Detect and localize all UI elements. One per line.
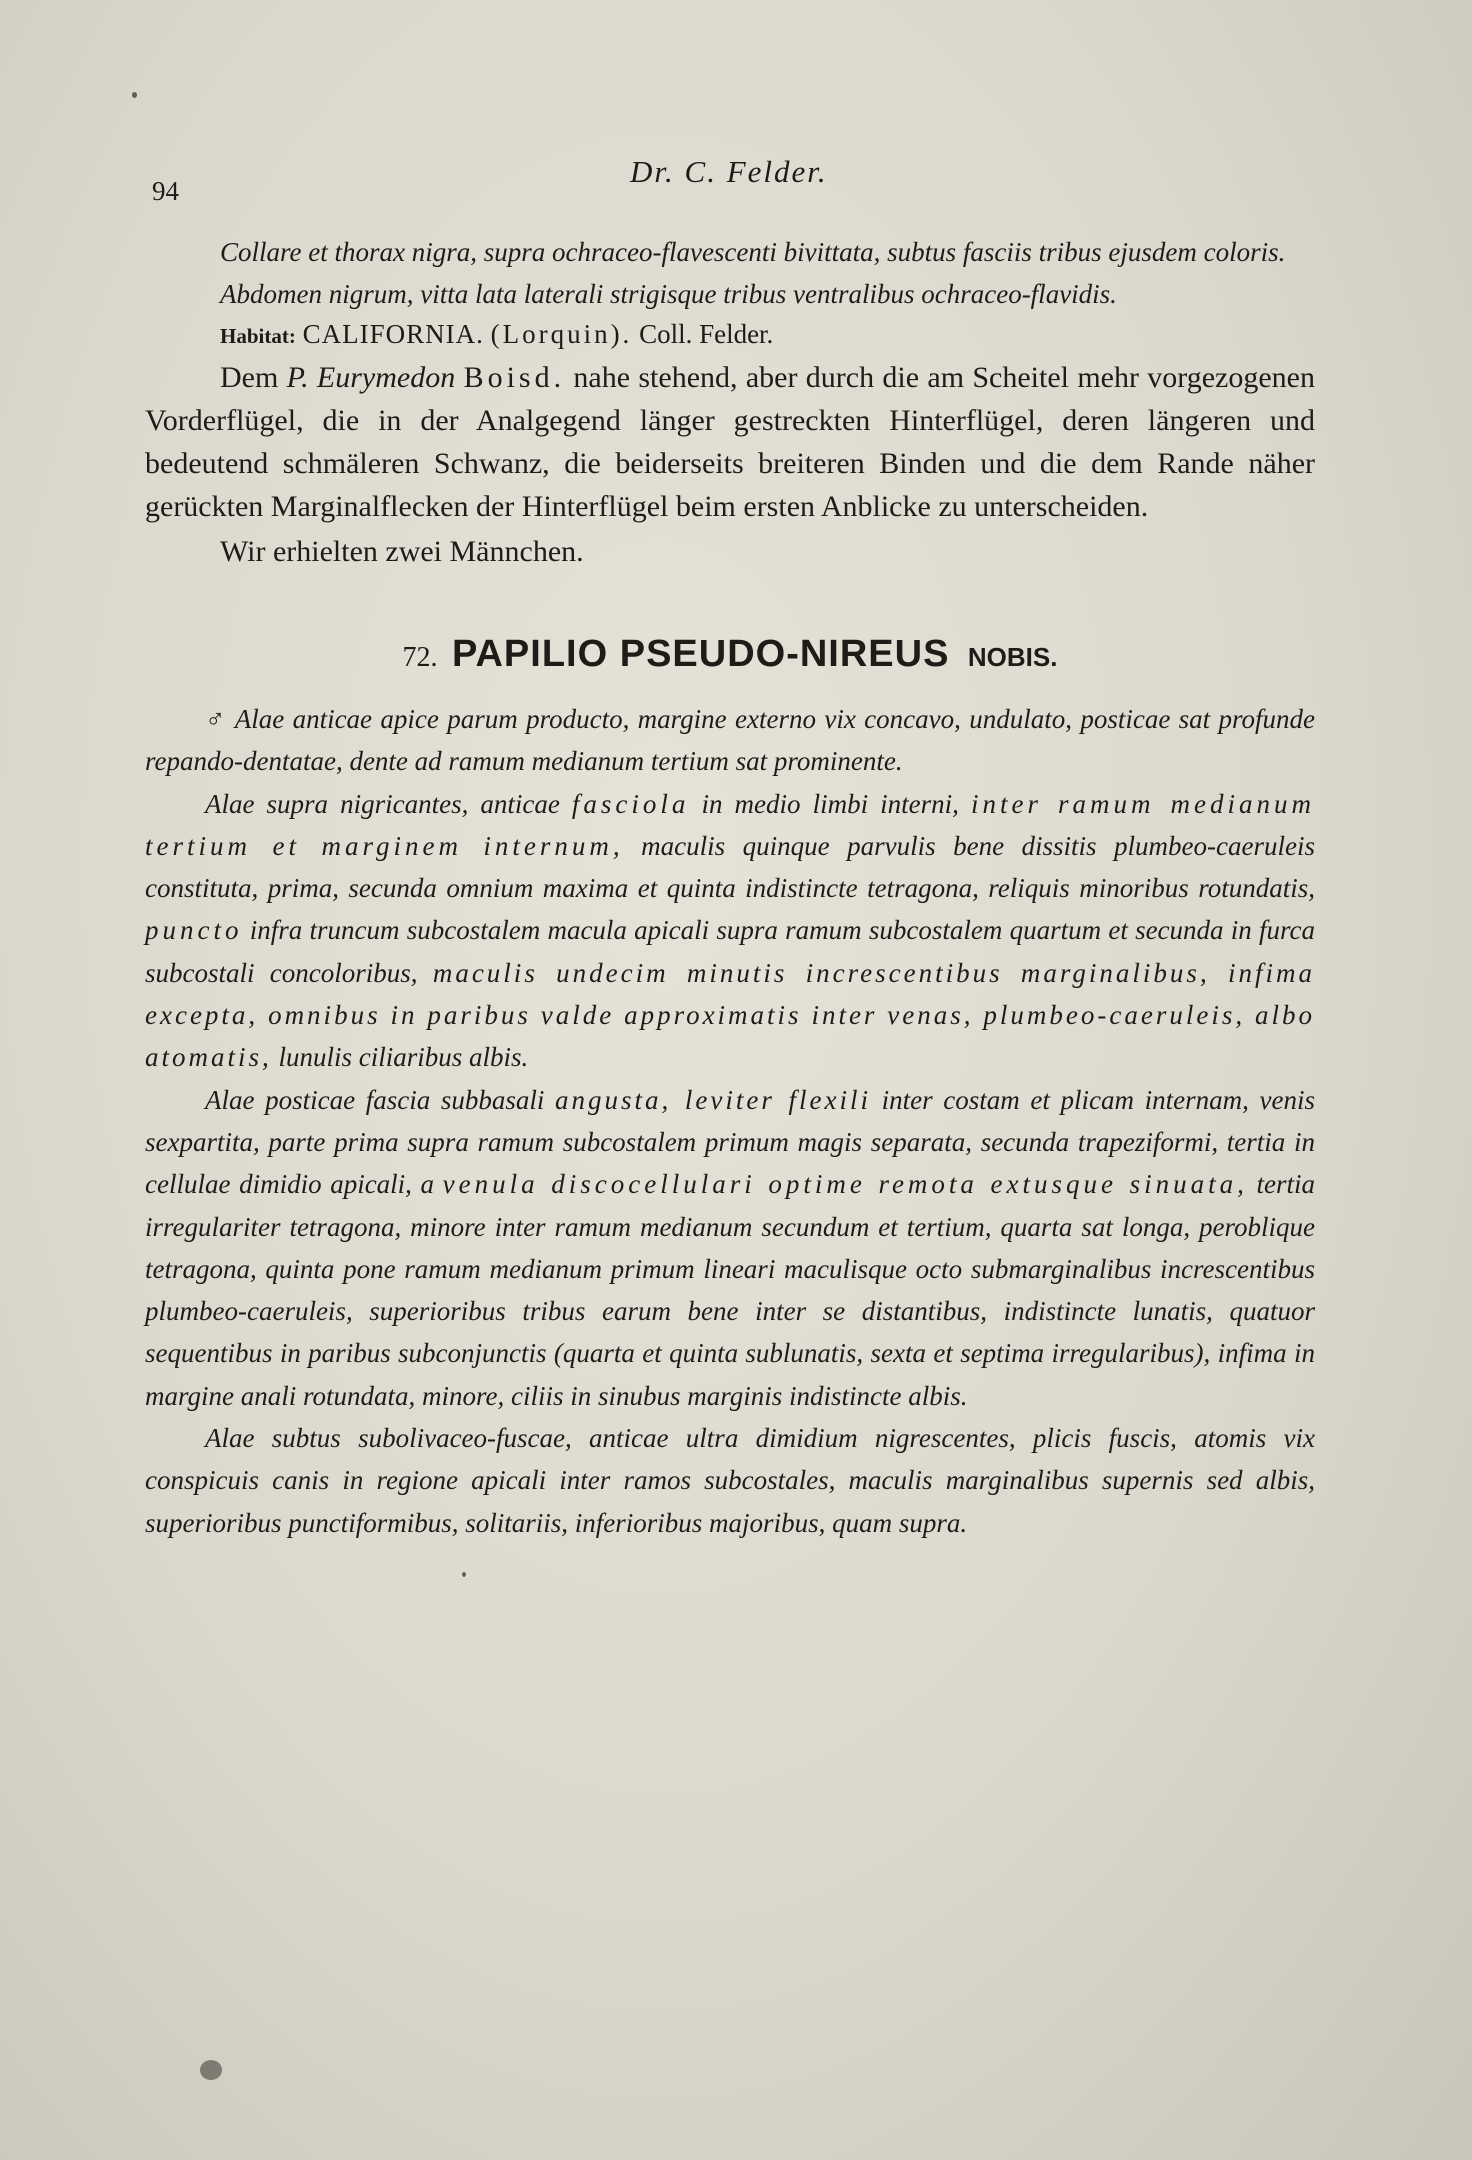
latin-hindwing-b: angusta, leviter flexili [555, 1084, 872, 1115]
habitat-location: CALIFORNIA. [302, 319, 484, 349]
latin-upperside-b: fasciola [571, 788, 690, 819]
species-number: 72. [402, 642, 438, 673]
latin-hindwing-a: Alae posticae fascia subbasali [205, 1084, 545, 1115]
habitat-label: Habitat: [220, 324, 296, 348]
latin-upperside-h: maculis undecim minutis increscentibus marginalibus, infima excepta, omnibus in paribus valde approximatis inter venas, plumbeo-caeruleis, albo atomatis, [145, 957, 1315, 1073]
running-head: Dr. C. Felder. [630, 154, 828, 189]
habitat-collection: Coll. Felder. [639, 319, 774, 349]
species-heading [145, 633, 1315, 676]
latin-upperside-paragraph [145, 783, 1315, 1079]
german-specimen-note: Wir erhielten zwei Männchen. [220, 535, 584, 568]
page-header [150, 150, 1300, 206]
latin-upperside-d: inter ramum medianum tertium et marginem internum, [145, 788, 1316, 861]
latin-wing-shape-text: Alae anticae apice parum producto, margine externo vix concavo, undulato, posticae sat profunde repando-dentatae, dente ad ramum medianum tertium sat prominente. [145, 704, 1316, 777]
latin-upperside-f: puncto [145, 915, 243, 946]
species-name: PAPILIO PSEUDO-NIREUS [451, 633, 950, 675]
latin-hindwing-paragraph [145, 1079, 1315, 1417]
latin-underside-paragraph: Alae subtus subolivaceo-fuscae, anticae ultra dimidium nigrescentes, plicis fuscis, atomis vix conspicuis canis in regione apicali inter ramos subcostales, maculis marginalibus supernis sed albis, superioribus punctiformibus, solitariis, inferioribus majoribus, quam supra. [145, 1423, 1315, 1538]
latin-upperside-a: Alae supra nigricantes, anticae [205, 788, 560, 819]
latin-hindwing-e: tertia irregulariter tetragona, minore inter ramum medianum secundum et tertium, quarta sat longa, peroblique tetragona, quinta pone ramum medianum primum lineari maculisque octo submarginalibus increscentibus plumbeo-caeruleis, superioribus tribus earum bene inter se distantibus, indistincte lunatis, quatuor sequentibus in paribus subconjunctis (quarta et quinta sublunatis, sexta et septima irregularibus), infima in margine anali rotundata, minore, ciliis in sinubus marginis indistincte albis. [145, 1169, 1316, 1411]
latin-upperside-e: maculis quinque parvulis bene dissitis plumbeo-caeruleis constituta, prima, secunda omnium maxima et quinta indistincte tetragona, reliquis minoribus rotundatis, [145, 830, 1315, 904]
german-author: Boisd. [463, 361, 566, 394]
german-comparison-paragraph [145, 356, 1315, 528]
latin-wing-shape-paragraph [145, 698, 1315, 783]
habitat-collector: (Lorquin). [490, 319, 633, 349]
german-species: P. Eurymedon [286, 361, 456, 394]
page-number: 94 [152, 176, 179, 206]
species-author: NOBIS. [967, 642, 1058, 672]
habitat-line [145, 314, 1315, 356]
german-start: Dem [220, 361, 279, 394]
latin-upperside-c: in medio limbi interni, [701, 788, 959, 819]
latin-upperside-i: lunulis ciliaribus albis. [278, 1042, 529, 1073]
description-abdomen: Abdomen nigrum, vitta lata laterali strigisque tribus ventralibus ochraceo-flavidis. [220, 279, 1117, 309]
german-rest: nahe stehend, aber durch die am Scheitel mehr vorgezogenen Vorderflügel, die in der Analgegend länger gestreckten Hinterflügel, deren längeren und bedeutend schmäleren Schwanz, die beiderseits breiteren Binden und die dem Rande näher gerückten Marginalflecken der Hinterflügel beim ersten Anblicke zu unterscheiden. [145, 361, 1315, 523]
page-body [145, 232, 1315, 1544]
description-collar-thorax: Collare et thorax nigra, supra ochraceo-flavescenti bivittata, subtus fasciis tribus ejusdem coloris. [220, 237, 1286, 267]
latin-hindwing-c: inter costam et plicam internam, venis sexpartita, parte prima supra ramum subcostalem primum magis separata, secunda trapeziformi, tertia in cellulae dimidio apicali, a [145, 1084, 1316, 1200]
latin-upperside-g: infra truncum subcostalem macula apicali supra ramum subcostalem quartum et secunda in furca subcostali concoloribus, [145, 915, 1316, 988]
male-symbol: ♂ [205, 704, 227, 734]
latin-hindwing-d: venula discocellulari optime remota extusque sinuata, [442, 1169, 1248, 1200]
